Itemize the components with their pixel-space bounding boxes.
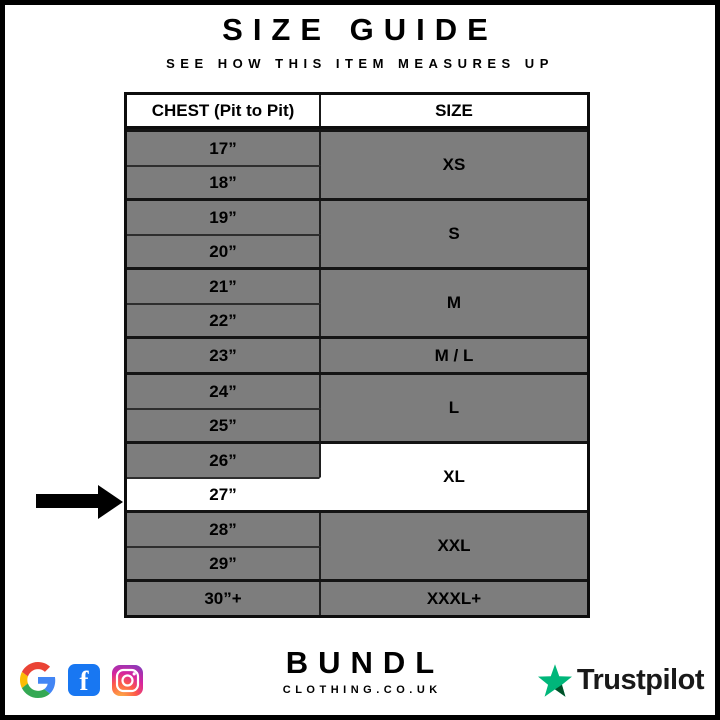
chest-cell: 23” bbox=[127, 339, 321, 372]
chest-cell: 21” bbox=[127, 270, 321, 303]
facebook-f-glyph: f bbox=[79, 666, 89, 696]
size-cell: XXXL+ bbox=[321, 582, 587, 615]
trustpilot-label: Trustpilot bbox=[576, 664, 704, 696]
size-guide-table bbox=[124, 92, 590, 618]
size-cell: XS bbox=[321, 132, 587, 198]
chest-cell: 25” bbox=[127, 408, 321, 441]
size-group-m bbox=[127, 267, 587, 336]
chest-cell-highlighted: 27” bbox=[127, 477, 321, 510]
chest-cell: 19” bbox=[127, 201, 321, 234]
chest-cell: 30”+ bbox=[127, 582, 321, 615]
arrow-head-icon bbox=[98, 485, 123, 519]
size-group-xxxl bbox=[127, 579, 587, 615]
size-group-m-l bbox=[127, 336, 587, 372]
page-subtitle: SEE HOW THIS ITEM MEASURES UP bbox=[166, 56, 554, 71]
size-cell: L bbox=[321, 375, 587, 441]
chest-cell: 29” bbox=[127, 546, 321, 579]
chest-cell: 20” bbox=[127, 234, 321, 267]
arrow-shaft bbox=[36, 494, 99, 508]
size-group-s bbox=[127, 198, 587, 267]
trustpilot-star-icon bbox=[538, 664, 572, 697]
size-cell: M bbox=[321, 270, 587, 336]
chest-cell: 18” bbox=[127, 165, 321, 198]
brand-domain: CLOTHING.CO.UK bbox=[282, 684, 442, 696]
brand-name: BUNDL bbox=[285, 645, 445, 680]
chest-cell: 17” bbox=[127, 132, 321, 165]
chest-cell: 24” bbox=[127, 375, 321, 408]
size-cell: M / L bbox=[321, 339, 587, 372]
size-cell: XXL bbox=[321, 513, 587, 579]
page-title: SIZE GUIDE bbox=[222, 12, 498, 47]
chest-cell: 26” bbox=[127, 444, 321, 477]
column-header-chest: CHEST (Pit to Pit) bbox=[127, 95, 321, 126]
size-group-l bbox=[127, 372, 587, 441]
size-group-xl-highlighted bbox=[127, 441, 587, 510]
size-cell: S bbox=[321, 201, 587, 267]
size-group-xxl bbox=[127, 510, 587, 579]
chest-cell: 28” bbox=[127, 513, 321, 546]
table-header-row bbox=[127, 95, 587, 129]
chest-cell: 22” bbox=[127, 303, 321, 336]
trustpilot-logo[interactable] bbox=[538, 664, 704, 697]
size-group-xs bbox=[127, 129, 587, 198]
size-cell-highlighted: XL bbox=[321, 444, 587, 510]
column-header-size: SIZE bbox=[435, 100, 473, 120]
